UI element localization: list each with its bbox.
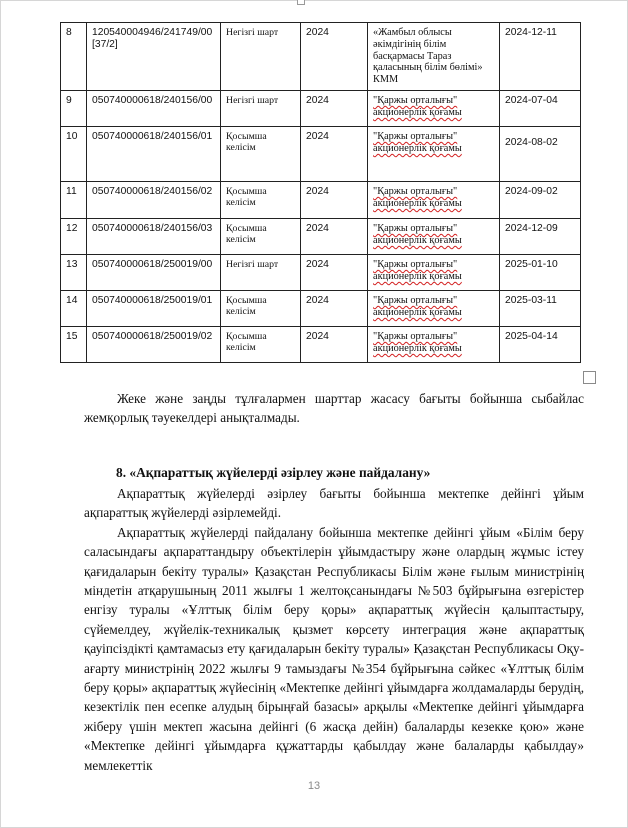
contract-date: 2024-12-09 [500,219,581,255]
contract-code: 050740000618/240156/01 [87,127,221,182]
contract-code: 050740000618/240156/00 [87,91,221,127]
contract-code: 050740000618/250019/01 [87,291,221,327]
contract-code: 050740000618/240156/02 [87,182,221,219]
contract-code: 050740000618/250019/02 [87,327,221,363]
table-row [61,91,581,127]
contract-year: 2024 [301,291,368,327]
contract-party: "Қаржы орталығы" акционерлік қоғамы [373,331,462,354]
contract-date: 2024-07-04 [500,91,581,127]
contract-type: Қосымша келісім [221,127,301,182]
contract-date: 2025-03-11 [500,291,581,327]
contract-date: 2024-12-11 [500,23,581,91]
body-paragraph: Ақпараттық жүйелерді пайдалану бойынша мектепке дейінгі ұйым «Білім беру саласындағы ақпараттандыру объектілерін ұйымдастыру және олардың жұмыс істеу қағидаларын бекіту туралы» Қазақстан Республикасы Білім және ғылым министрінің міндетін атқарушының 2011 жылғы 1 желтоқсанындағы №503 бұйрығына өзгерістер енгізу туралы «Ұлттық білім беру қоры» ақпараттық жүйесін қалыптастыру, сүйемелдеу, жүйелік-техникалық қызмет көрсету интеграция және ақпараттық қауіпсіздікті қамтамасыз ету қағидаларын бекіту туралы» Қазақстан Республикасы Оқу-ағарту министрінің 2022 жылғы 9 тамыздағы №354 бұйрығына сәйкес «Ұлттық білім беру қоры» ақпараттық жүйесінің «Мектепке дейінгі ұйымдарға жолдамаларды берудің, кезектілік пен есепке алудың бірыңғай базасы» арқылы «Мектепке дейінгі ұйымдарға жіберу үшін мектеп жасына дейінгі (6 жасқа дейін) балаларды кезекке қою» және «Мектепке дейінгі ұйымдарға құжаттарды қабылдау және балаларды қабылдау» мемлекеттік [84,524,584,773]
contract-year: 2024 [301,327,368,363]
contract-party: "Қаржы орталығы" акционерлік қоғамы [373,223,462,246]
contract-type: Қосымша келісім [221,219,301,255]
contract-date: 2025-04-14 [500,327,581,363]
table-row [61,127,581,182]
contract-party: «Жамбыл облысы әкімдігінің білім басқармасы Тараз қаласының білім бөлімі» КММ [368,23,500,91]
table-row [61,219,581,255]
contracts-conclusion [84,389,584,428]
contract-date: 2024-08-02 [505,137,558,148]
table-row [61,291,581,327]
contract-year: 2024 [301,219,368,255]
body-paragraph: Ақпараттық жүйелерді әзірлеу бағыты бойынша мектепке дейінгі ұйым ақпараттық жүйелерді әзірлемейді. [84,486,584,521]
section-heading: 8. «Ақпараттық жүйелерді әзірлеу және пайдалану» [116,465,431,480]
table-row [61,327,581,363]
row-number: 12 [61,219,87,255]
contract-type: Қосымша келісім [221,182,301,219]
table-row [61,255,581,291]
page-top-marker [297,0,305,5]
contract-type: Негізгі шарт [221,23,301,91]
row-number: 9 [61,91,87,127]
row-number: 8 [61,23,87,91]
body-paragraph: Жеке және заңды тұлғалармен шарттар жасасу бағыты бойынша сыбайлас жемқорлық тәуекелдері анықталмады. [84,391,584,426]
table-resize-handle[interactable] [583,371,596,384]
contract-type: Қосымша келісім [221,327,301,363]
contract-type: Негізгі шарт [221,255,301,291]
row-number: 13 [61,255,87,291]
contract-party: "Қаржы орталығы" акционерлік қоғамы [373,95,462,118]
contracts-table [60,22,581,363]
contract-party: "Қаржы орталығы" акционерлік қоғамы [373,259,462,282]
section-body [84,484,584,775]
contract-year: 2024 [301,127,368,182]
contract-code: 120540004946/241749/00 [37/2] [87,23,221,91]
contract-year: 2024 [301,23,368,91]
row-number: 11 [61,182,87,219]
contract-date: 2025-01-10 [500,255,581,291]
row-number: 15 [61,327,87,363]
contract-year: 2024 [301,255,368,291]
contract-code: 050740000618/240156/03 [87,219,221,255]
table-row [61,23,581,91]
contract-party: "Қаржы орталығы" акционерлік қоғамы [373,295,462,318]
contract-party: "Қаржы орталығы" акционерлік қоғамы [373,186,462,209]
contract-code: 050740000618/250019/00 [87,255,221,291]
contract-year: 2024 [301,91,368,127]
table-row [61,182,581,219]
contract-party: "Қаржы орталығы" акционерлік қоғамы [373,131,462,154]
contract-type: Негізгі шарт [221,91,301,127]
page-number: 13 [307,780,321,792]
contract-year: 2024 [301,182,368,219]
contract-date: 2024-09-02 [500,182,581,219]
row-number: 10 [61,127,87,182]
contract-type: Қосымша келісім [221,291,301,327]
row-number: 14 [61,291,87,327]
